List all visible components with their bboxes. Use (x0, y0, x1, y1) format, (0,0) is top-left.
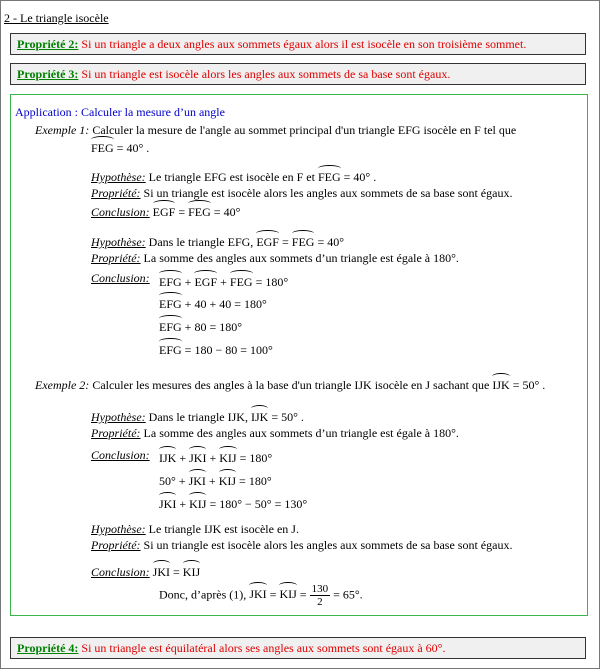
conclusion-label: Conclusion: (91, 448, 150, 462)
example-2-statement (35, 378, 545, 393)
fraction-denominator: 2 (317, 596, 323, 608)
ex2-hypothesis-1 (91, 410, 304, 425)
angle-EGF: EGF (256, 235, 279, 249)
fraction (310, 583, 331, 608)
conclusion-label: Conclusion: (91, 271, 150, 285)
equation-result: = 180° − 50° = 130° (206, 497, 308, 511)
hypothesis-text: Dans le triangle IJK, (145, 410, 251, 424)
conclusion-value: = 40° (210, 205, 241, 219)
given-value: = 40° . (113, 141, 150, 155)
equation-result: + 80 = 180° (181, 320, 243, 334)
hypothesis-value: = 40° . (340, 170, 377, 184)
donc-text: Donc, d’après (1), (159, 587, 250, 602)
property-4-label: Propriété 4: (17, 641, 79, 655)
equation-result: = 180° (236, 451, 273, 465)
application-box (10, 94, 588, 616)
property-text: La somme des angles aux sommets d’un triangle est égale à 180°. (140, 426, 459, 440)
property-text: Si un triangle est isocèle alors les angles aux sommets de sa base sont égaux. (140, 538, 513, 552)
example-1-text: Calculer la mesure de l'angle au sommet principal d'un triangle EFG isocèle en F tel que (89, 123, 517, 137)
ex2-equation-3: JKI + KIJ = 180° − 50° = 130° (159, 497, 308, 511)
property-label: Propriété: (91, 251, 141, 265)
angle-JKI: JKI (249, 587, 267, 602)
hypothesis-value: = 50° . (268, 410, 304, 424)
ex1-hypothesis-2: Hypothèse: Dans le triangle EFG, EGF = FEG = 40° (91, 235, 345, 249)
example-2-text: Calculer les mesures des angles à la base d'un triangle IJK isocèle en J sachant que (89, 378, 493, 392)
section-heading: 2 - Le triangle isocèle (4, 11, 109, 25)
property-3-label: Propriété 3: (17, 67, 79, 81)
ex2-property-2 (91, 538, 512, 553)
ex1-property-2 (91, 251, 459, 266)
ex1-conclusion-1: Conclusion: EGF = FEG = 40° (91, 205, 241, 219)
angle-KIJ: KIJ (218, 474, 237, 488)
ex1-equation-2 (159, 297, 267, 312)
angle-FEG: FEG (291, 235, 315, 249)
property-3-box (10, 63, 586, 85)
ex2-equation-1: IJK + JKI + KIJ = 180° (159, 451, 273, 465)
ex2-conclusion-1-label (91, 448, 150, 463)
ex2-hypothesis-2 (91, 522, 299, 537)
property-text: La somme des angles aux sommets d’un triangle est égale à 180°. (140, 251, 459, 265)
property-label: Propriété: (91, 186, 141, 200)
equation-result: = 180° (236, 474, 272, 488)
angle-IJK: IJK (250, 410, 269, 424)
example-2-label: Exemple 2: (35, 378, 90, 392)
example-1-label: Exemple 1: (35, 123, 90, 137)
equation-result: = 180 − 80 = 100° (181, 343, 273, 357)
ex1-hypothesis-1 (91, 170, 376, 185)
angle-JKI: JKI (189, 451, 207, 465)
equation-result: = 180° (252, 275, 289, 289)
property-2-text: Si un triangle a deux angles aux sommets égaux alors il est isocèle en son troisième sommet. (78, 37, 527, 51)
ex1-conclusion-2-label (91, 271, 150, 286)
equation-prefix: 50° + (159, 474, 189, 488)
property-2-label: Propriété 2: (17, 37, 79, 51)
angle-KIJ: KIJ (279, 587, 297, 602)
conclusion-label: Conclusion: (91, 205, 150, 219)
angle-EFG: EFG (159, 343, 182, 357)
ex2-donc-line: Donc, d’après (1), JKI = KIJ = $\frac{130}{2}$ = 65°. (159, 583, 363, 608)
ex2-conclusion-2: Conclusion: JKI = KIJ (91, 565, 201, 579)
angle-EFG: EFG (159, 275, 182, 289)
ex1-equation-1: EFG + EGF + FEG = 180° (159, 275, 289, 289)
ex1-property-1 (91, 186, 512, 201)
angle-FEG: FEG (91, 141, 114, 155)
angle-JKI: JKI (188, 474, 206, 488)
hypothesis-text: Le triangle IJK est isocèle en J. (145, 522, 299, 536)
given-value: = 50° . (509, 378, 546, 392)
ex2-property-1 (91, 426, 459, 441)
angle-JKI: JKI (152, 565, 171, 579)
angle-FEG: FEG (317, 170, 341, 184)
hypothesis-text: Dans le triangle EFG, (145, 235, 257, 249)
ex1-equation-4 (159, 343, 273, 358)
conclusion-label: Conclusion: (91, 565, 150, 579)
angle-KIJ: KIJ (182, 565, 201, 579)
angle-EFG: EFG (159, 320, 182, 334)
hypothesis-text: Le triangle EFG est isocèle en F et (145, 170, 318, 184)
angle-EFG: EFG (159, 297, 182, 311)
hypothesis-label: Hypothèse: (91, 410, 146, 424)
angle-FEG: FEG (229, 275, 253, 289)
angle-JKI: JKI (159, 497, 177, 511)
application-title: Application : Calculer la mesure d’un angle (15, 105, 225, 119)
angle-EGF: EGF (152, 205, 176, 219)
donc-result: = 65°. (330, 587, 363, 602)
angle-KIJ: KIJ (219, 451, 237, 465)
ex2-equation-2: 50° + JKI + KIJ = 180° (159, 474, 272, 488)
hypothesis-value: = 40° (314, 235, 345, 249)
property-label: Propriété: (91, 538, 141, 552)
property-4-box (10, 637, 586, 659)
angle-EGF: EGF (194, 275, 218, 289)
angle-FEG: FEG (188, 205, 211, 219)
fraction-numerator: 130 (311, 583, 329, 595)
angle-KIJ: KIJ (189, 497, 207, 511)
hypothesis-label: Hypothèse: (91, 235, 146, 249)
property-label: Propriété: (91, 426, 141, 440)
hypothesis-label: Hypothèse: (91, 170, 146, 184)
angle-IJK: IJK (159, 451, 177, 465)
equation-result: + 40 + 40 = 180° (181, 297, 267, 311)
angle-IJK: IJK (492, 378, 510, 392)
property-text: Si un triangle est isocèle alors les angles aux sommets de sa base sont égaux. (140, 186, 513, 200)
hypothesis-label: Hypothèse: (91, 522, 146, 536)
property-2-box (10, 33, 586, 55)
example-1-given (91, 141, 149, 156)
property-3-text: Si un triangle est isocèle alors les angles aux sommets de sa base sont égaux. (78, 67, 451, 81)
ex1-equation-3 (159, 320, 242, 335)
property-4-text: Si un triangle est équilatéral alors ses angles aux sommets sont égaux à 60°. (78, 641, 446, 655)
